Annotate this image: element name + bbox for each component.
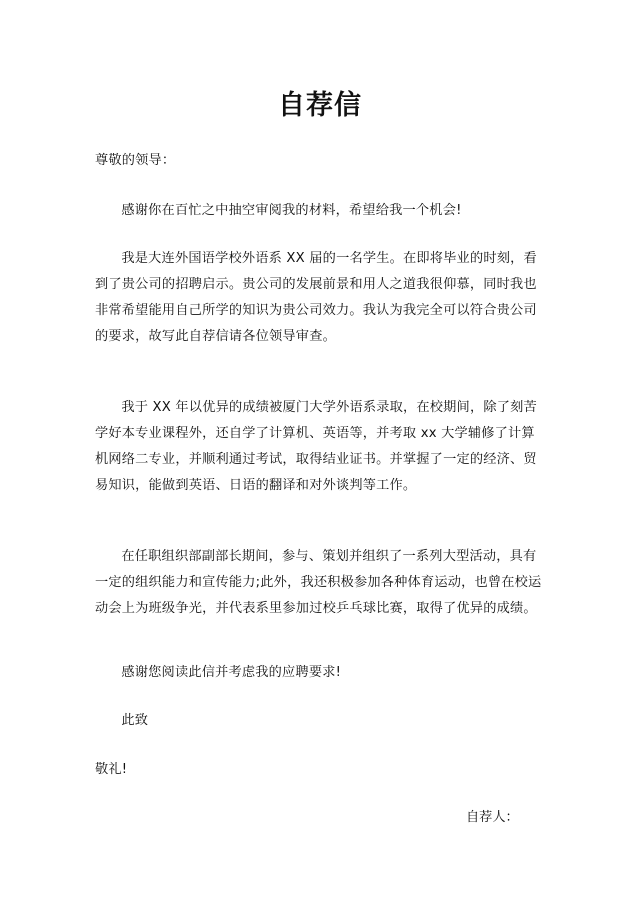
closing-salute: 敬礼! <box>95 762 128 777</box>
signature-label: 自荐人： <box>466 810 519 825</box>
letter-title: 自荐信 <box>278 90 362 121</box>
salutation: 尊敬的领导： <box>95 153 176 168</box>
paragraph-introduction: 我是大连外国语学校外语系 XX 届的一名学生。在即将毕业的时刻，看到了贵公司的招聘启示。贵公司的发展前景和用人之道我很仰慕，同时我也非常希望能用自己所学的知识为贵公司效力。我认为我完全可以符合贵公司的要求，故写此自荐信请各位领导审查。 <box>95 251 537 344</box>
paragraph-regards: 此致 <box>121 713 149 728</box>
paragraph-experience: 在任职组织部副部长期间，参与、策划并组织了一系列大型活动，具有一定的组织能力和宣传能力;此外，我还积极参加各种体育运动，也曾在校运动会上为班级争光，并代表系里参加过校乒乓球比赛，取得了优异的成绩。 <box>95 549 542 616</box>
paragraph-closing-thanks: 感谢您阅读此信并考虑我的应聘要求! <box>121 665 342 680</box>
paragraph-thanks: 感谢你在百忙之中抽空审阅我的材料，希望给我一个机会! <box>121 203 462 218</box>
paragraph-education: 我于 XX 年以优异的成绩被厦门大学外语系录取，在校期间，除了刻苦学好本专业课程外，还自学了计算机、英语等，并考取 xx 大学辅修了计算机网络二专业，并顺利通过考试，取得结业证书。并掌握了一定的经济、贸易知识，能做到英语、日语的翻译和对外谈判等工作。 <box>95 400 537 493</box>
